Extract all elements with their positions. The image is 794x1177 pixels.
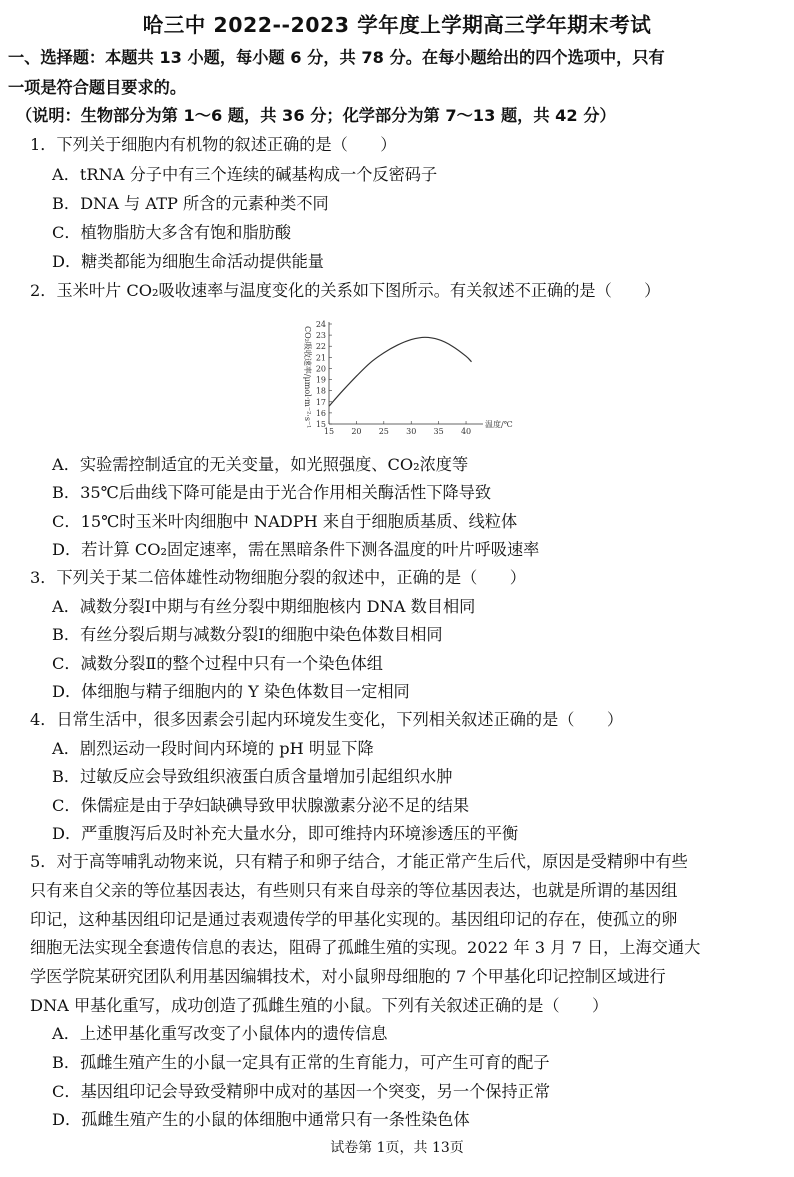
- question-4-stem: 4．日常生活中，很多因素会引起内环境发生变化，下列相关叙述正确的是（ ）: [30, 710, 624, 729]
- chart-x-label: 温度/℃: [485, 420, 513, 429]
- chart-y-tick-label: 15: [315, 420, 326, 429]
- chart-y-tick-label: 23: [315, 331, 326, 341]
- question-3-stem: 3．下列关于某二倍体雄性动物细胞分裂的叙述中，正确的是（ ）: [30, 568, 526, 587]
- chart-y-tick-label: 20: [315, 364, 326, 374]
- chart-y-tick-label: 18: [315, 386, 326, 396]
- question-5-line-1: 5．对于高等哺乳动物来说，只有精子和卵子结合，才能正常产生后代，原因是受精卵中有些: [30, 852, 688, 871]
- question-3-option-c: C．减数分裂Ⅱ的整个过程中只有一个染色体组: [52, 654, 383, 673]
- question-4-option-a: A．剧烈运动一段时间内环境的 pH 明显下降: [52, 739, 374, 758]
- question-4-option-b: B．过敏反应会导致组织液蛋白质含量增加引起组织水肿: [52, 767, 453, 786]
- section-header-line-1: 一、选择题：本题共 13 小题，每小题 6 分，共 78 分。在每小题给出的四个选项中，只有: [8, 48, 665, 67]
- chart-axes: [329, 322, 483, 424]
- chart-y-tick-label: 24: [315, 320, 326, 329]
- chart-series-line: [329, 337, 472, 406]
- question-2-option-a: A．实验需控制适宜的无关变量，如光照强度、CO₂浓度等: [52, 455, 469, 474]
- question-4-option-c: C．侏儒症是由于孕妇缺碘导致甲状腺激素分泌不足的结果: [52, 796, 470, 815]
- section-note: （说明：生物部分为第 1～6 题，共 36 分；化学部分为第 7～13 题，共 42 分）: [16, 106, 616, 125]
- chart-x-tick-label: 25: [378, 427, 389, 436]
- question-5-line-6: DNA 甲基化重写，成功创造了孤雌生殖的小鼠。下列有关叙述正确的是（ ）: [30, 996, 609, 1015]
- question-1-option-c: C．植物脂肪大多含有饱和脂肪酸: [52, 223, 292, 242]
- chart-y-ticks: [316, 320, 332, 429]
- question-3-option-b: B．有丝分裂后期与减数分裂Ⅰ的细胞中染色体数目相同: [52, 625, 443, 644]
- co2-absorption-chart: [285, 318, 515, 438]
- chart-y-tick-label: 21: [315, 353, 326, 363]
- chart-x-tick-label: 40: [460, 427, 472, 436]
- question-3-option-a: A．减数分裂Ⅰ中期与有丝分裂中期细胞核内 DNA 数目相同: [52, 597, 476, 616]
- exam-title: 哈三中 2022--2023 学年度上学期高三学年期末考试: [142, 13, 652, 37]
- question-2-option-b: B．35℃后曲线下降可能是由于光合作用相关酶活性下降导致: [52, 483, 492, 502]
- question-1-option-d: D．糖类都能为细胞生命活动提供能量: [52, 252, 324, 271]
- question-1-option-a: A．tRNA 分子中有三个连续的碱基构成一个反密码子: [52, 165, 438, 184]
- question-2-stem: 2．玉米叶片 CO₂吸收速率与温度变化的关系如下图所示。有关叙述不正确的是（ ）: [30, 281, 661, 300]
- chart-x-tick-label: 15: [323, 427, 335, 436]
- question-5-line-2: 只有来自父亲的等位基因表达，有些则只有来自母亲的等位基因表达，也就是所谓的基因组: [30, 881, 678, 900]
- question-2-option-c: C．15℃时玉米叶肉细胞中 NADPH 来自于细胞质基质、线粒体: [52, 512, 518, 531]
- chart-y-tick-label: 17: [315, 397, 326, 407]
- section-header-line-2: 一项是符合题目要求的。: [8, 78, 187, 97]
- question-1-stem: 1．下列关于细胞内有机物的叙述正确的是（ ）: [30, 135, 397, 154]
- question-5-option-c: C．基因组印记会导致受精卵中成对的基因一个突变，另一个保持正常: [52, 1082, 551, 1101]
- question-4-option-d: D．严重腹泻后及时补充大量水分，即可维持内环境渗透压的平衡: [52, 824, 519, 843]
- page-footer: 试卷第 1页，共 13页: [330, 1140, 464, 1156]
- question-2-option-d: D．若计算 CO₂固定速率，需在黑暗条件下测各温度的叶片呼吸速率: [52, 540, 540, 559]
- question-1-option-b: B．DNA 与 ATP 所含的元素种类不同: [52, 194, 329, 213]
- question-5-option-a: A．上述甲基化重写改变了小鼠体内的遗传信息: [52, 1024, 388, 1043]
- question-5-line-4: 细胞无法实现全套遗传信息的表达，阻碍了孤雌生殖的实现。2022 年 3 月 7 日，上海交通大: [30, 938, 701, 957]
- question-5-option-b: B．孤雌生殖产生的小鼠一定具有正常的生育能力，可产生可育的配子: [52, 1053, 550, 1072]
- question-5-line-3: 印记，这种基因组印记是通过表观遗传学的甲基化实现的。基因组印记的存在，使孤立的卵: [30, 910, 678, 929]
- chart-x-tick-label: 30: [406, 427, 417, 436]
- chart-y-label: CO₂吸收速率/μmol·m⁻²·s⁻¹: [303, 326, 312, 429]
- question-3-option-d: D．体细胞与精子细胞内的 Y 染色体数目一定相同: [52, 682, 410, 701]
- question-5-line-5: 学医学院某研究团队利用基因编辑技术，对小鼠卵母细胞的 7 个甲基化印记控制区域进行: [30, 967, 666, 986]
- chart-y-tick-label: 19: [315, 375, 326, 385]
- chart-y-tick-label: 16: [315, 408, 326, 418]
- question-5-option-d: D．孤雌生殖产生的小鼠的体细胞中通常只有一条性染色体: [52, 1110, 470, 1129]
- chart-x-tick-label: 20: [351, 427, 362, 436]
- chart-y-tick-label: 22: [315, 342, 326, 352]
- chart-x-tick-label: 35: [433, 427, 444, 436]
- chart-x-ticks: [324, 421, 471, 436]
